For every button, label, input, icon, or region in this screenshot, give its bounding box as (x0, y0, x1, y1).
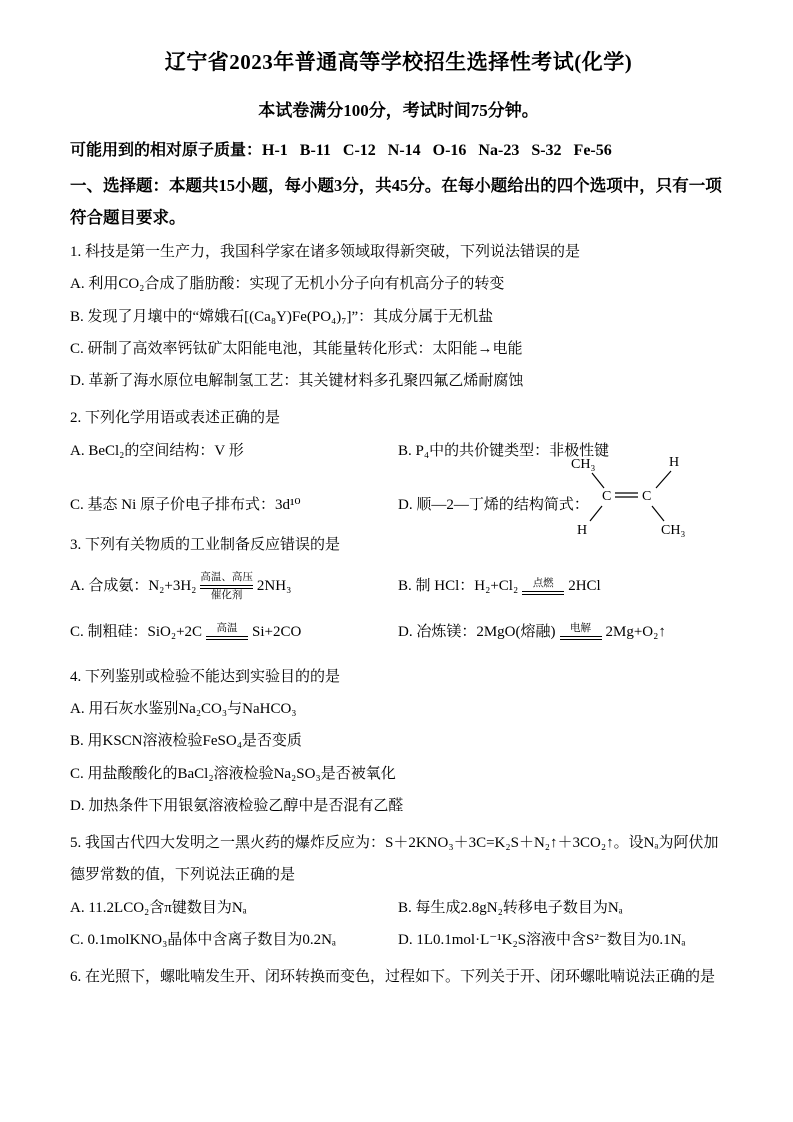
q4-stem: 4. 下列鉴别或检验不能达到实验目的的是 (70, 668, 341, 685)
q1-option-c: C. 研制了高效率钙钛矿太阳能电池，其能量转化形式：太阳能→电能 (70, 340, 523, 357)
structure-label: H (577, 523, 588, 539)
cis-2-butene-structure (567, 450, 701, 538)
q1-option-d: D. 革新了海水原位电解制氢工艺：其关键材料多孔聚四氟乙烯耐腐蚀 (70, 373, 524, 390)
q4-option-a: A. 用石灰水鉴别Na₂CO₃与NaHCO₃ (70, 701, 297, 718)
question-6 (70, 961, 727, 993)
reaction-condition: 高温 (206, 623, 248, 641)
bond-line (652, 506, 664, 521)
q1-option-b: B. 发现了月壤中的“嫦娥石[(Ca₈Y)Fe(PO₄)₇]”：其成分属于无机盐 (70, 308, 494, 325)
question-2 (70, 402, 727, 539)
q2-option-b: B. P₄中的共价键类型：非极性键 (398, 442, 610, 459)
q5-row-cd (70, 924, 727, 956)
q2-option-a: A. BeCl₂的空间结构：V 形 (70, 442, 244, 459)
q3-row-cd (70, 616, 727, 648)
q3b-equation-right: 2HCl (568, 578, 601, 595)
q3a-equation-right: 2NH₃ (256, 578, 292, 595)
q3-option-c (70, 616, 398, 648)
q3d-equation-right: 2Mg+O₂↑ (605, 623, 666, 640)
q5-option-d: D. 1L0.1mol·L⁻¹K₂S溶液中含S²⁻数目为0.1Nₐ (398, 931, 686, 948)
atomic-masses-line: 可能用到的相对原子质量：H-1 B-11 C-12 N-14 O-16 Na-23 S-32 Fe-56 (70, 142, 612, 159)
question-5 (70, 827, 727, 956)
bond-line (592, 473, 604, 488)
structure-label: C (642, 489, 652, 505)
q4-option-d: D. 加热条件下用银氨溶液检验乙醇中是否混有乙醛 (70, 797, 404, 814)
q5-stem: 5. 我国古代四大发明之一黑火药的爆炸反应为：S＋2KNO₃＋3C=K₂S＋N₂↑＋3CO₂↑。设Nₐ为阿伏加德罗常数的值，下列说法正确的是 (70, 835, 719, 884)
q4-option-b: B. 用KSCN溶液检验FeSO₄是否变质 (70, 733, 302, 750)
q3-option-a (70, 570, 398, 602)
q3c-equation-left: C. 制粗硅：SiO₂+2C (70, 623, 203, 640)
q2-stem: 2. 下列化学用语或表述正确的是 (70, 410, 281, 427)
q4-option-c: C. 用盐酸酸化的BaCl₂溶液检验Na₂SO₃是否被氧化 (70, 765, 396, 782)
structure-label: CH₃ (661, 523, 686, 539)
q3b-equation-left: B. 制 HCl：H₂+Cl₂ (398, 578, 519, 595)
question-3 (70, 529, 727, 648)
q3a-equation-left: A. 合成氨：N₂+3H₂ (70, 578, 197, 595)
q2-option-d: D. 顺—2—丁烯的结构简式： (398, 496, 589, 513)
q3c-equation-right: Si+2CO (252, 623, 302, 640)
structure-label: CH₃ (571, 457, 596, 473)
q3-row-ab (70, 570, 727, 602)
bond-line (590, 506, 602, 521)
reaction-condition: 电解 (560, 623, 602, 641)
exam-subtitle: 本试卷满分100分，考试时间75分钟。 (258, 101, 539, 120)
q5-row-ab (70, 892, 727, 924)
q1-stem: 1. 科技是第一生产力，我国科学家在诸多领域取得新突破，下列说法错误的是 (70, 244, 581, 261)
section-one-header: 一、选择题：本题共15小题，每小题3分，共45分。在每小题给出的四个选项中，只有一项符合题目要求。 (70, 175, 722, 227)
q3-stem: 3. 下列有关物质的工业制备反应错误的是 (70, 537, 341, 554)
equals-line (522, 591, 564, 595)
question-1 (70, 236, 727, 397)
equals-line (206, 636, 248, 640)
q3d-equation-left: D. 冶炼镁：2MgO(熔融) (398, 623, 556, 640)
structure-label: C (602, 489, 612, 505)
question-4 (70, 661, 727, 822)
reaction-condition: 高温、高压 催化剂 (200, 571, 253, 601)
q5-option-b: B. 每生成2.8gN₂转移电子数目为Nₐ (398, 899, 623, 916)
bond-line (656, 471, 671, 488)
q5-option-c: C. 0.1molKNO₃晶体中含离子数目为0.2Nₐ (70, 931, 337, 948)
q3-option-b (398, 570, 727, 602)
equilibrium-line (200, 585, 253, 589)
q3-option-d (398, 616, 727, 648)
q2-option-c: C. 基态 Ni 原子价电子排布式：3d¹⁰ (70, 496, 301, 513)
equals-line (560, 636, 602, 640)
exam-title: 辽宁省2023年普通高等学校招生选择性考试(化学) (164, 50, 633, 74)
structure-label: H (669, 455, 680, 471)
q1-option-a: A. 利用CO₂合成了脂肪酸：实现了无机小分子向有机高分子的转变 (70, 276, 505, 293)
q6-stem: 6. 在光照下，螺吡喃发生开、闭环转换而变色，过程如下。下列关于开、闭环螺吡喃说法正确的是 (70, 969, 716, 986)
q5-option-a: A. 11.2LCO₂含π键数目为Nₐ (70, 899, 247, 916)
reaction-condition: 点燃 (522, 578, 564, 596)
